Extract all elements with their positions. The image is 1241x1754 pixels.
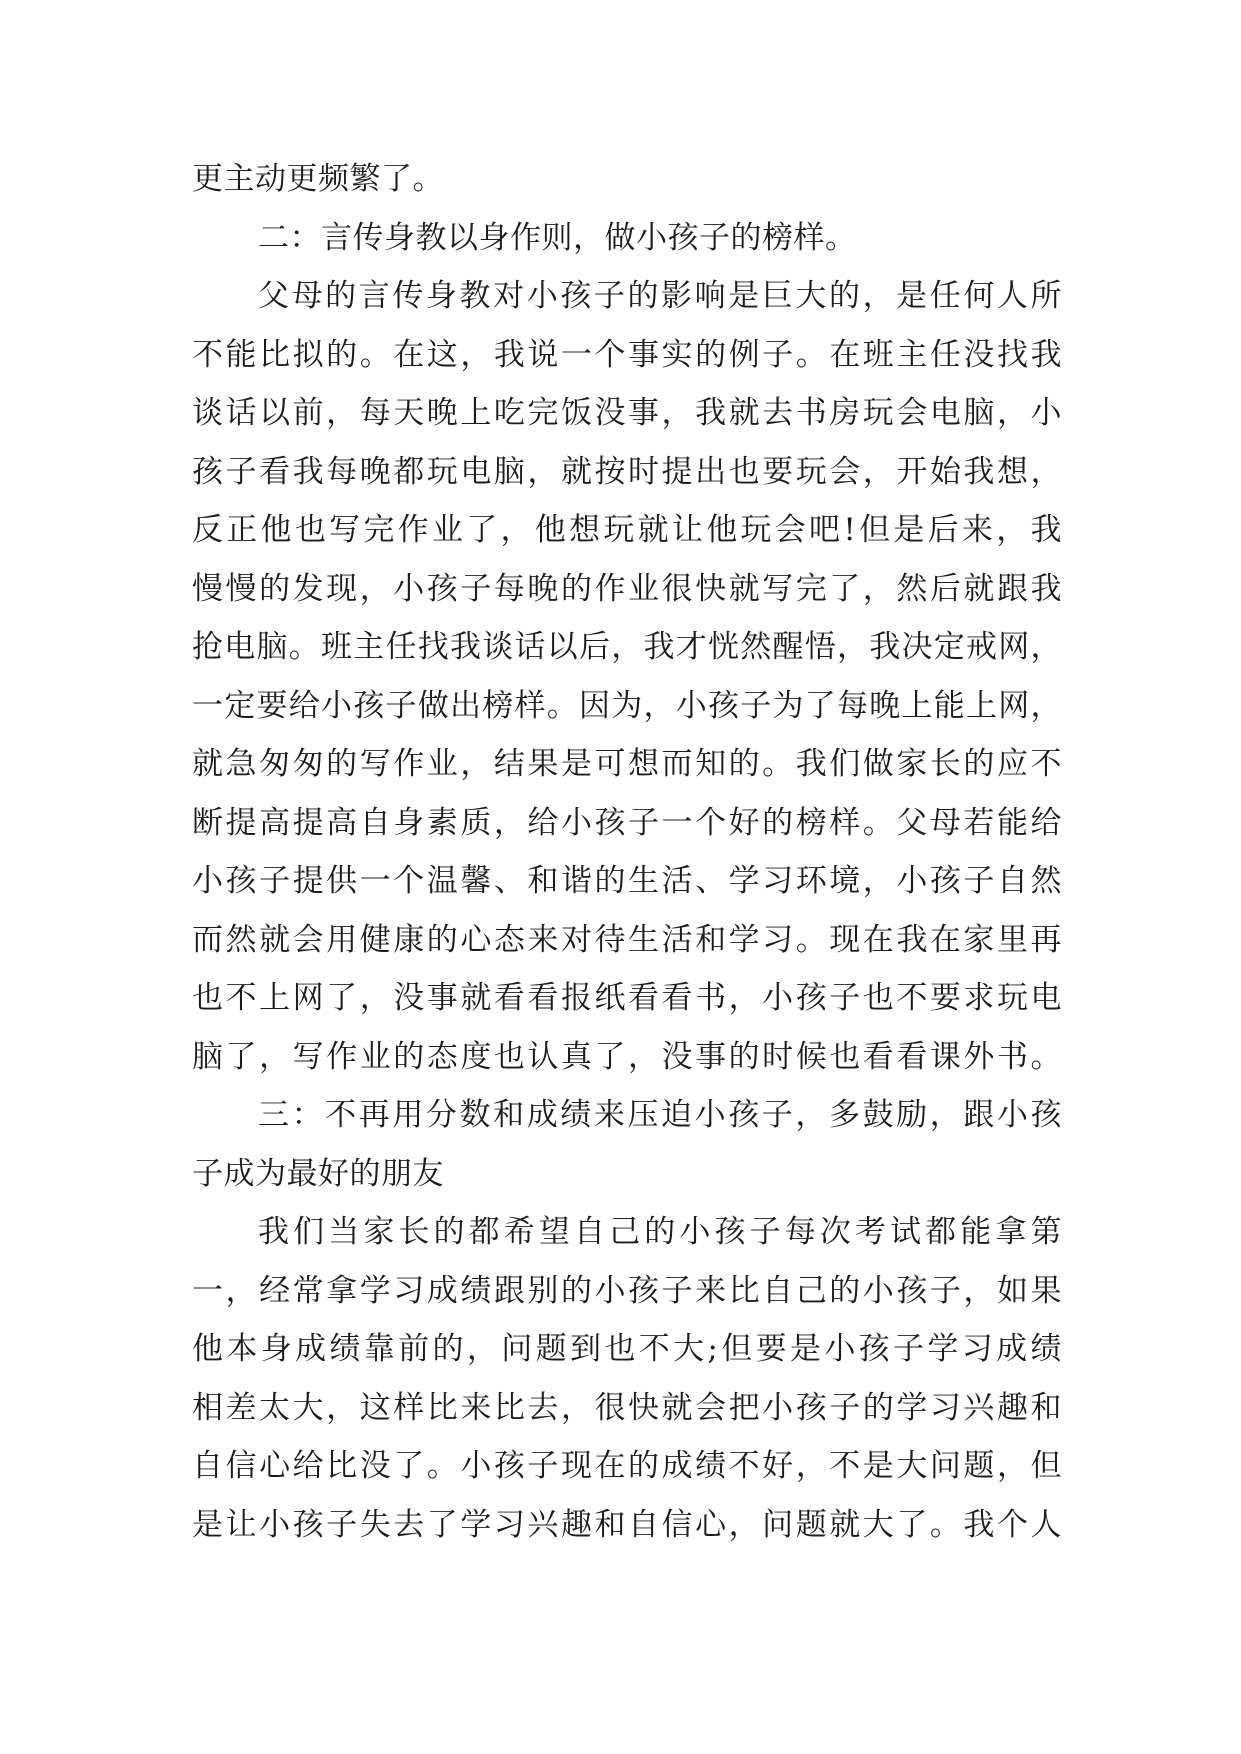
text-line: 谈话以前，每天晚上吃完饭没事，我就去书房玩会电脑，小 [192,395,1062,431]
text-line: 一定要给小孩子做出榜样。因为，小孩子为了每晚上能上网， [192,687,1062,724]
text-line: 而然就会用健康的心态来对待生活和学习。现在我在家里再 [192,921,1062,958]
text-line: 不能比拟的。在这，我说一个事实的例子。在班主任没找我 [192,336,1062,373]
text-line: 孩子看我每晚都玩电脑，就按时提出也要玩会，开始我想， [192,453,1062,490]
text-line: 断提高提高自身素质，给小孩子一个好的榜样。父母若能给 [192,804,1062,841]
section-heading-3: 三：不再用分数和成绩来压迫小孩子，多鼓励，跟小孩 [258,1097,1062,1133]
text-line: 一，经常拿学习成绩跟别的小孩子来比自己的小孩子，如果 [192,1272,1062,1309]
text-line: 相差太大，这样比来比去，很快就会把小孩子的学习兴趣和 [192,1389,1062,1426]
text-line: 父母的言传身教对小孩子的影响是巨大的，是任何人所 [258,278,1062,314]
text-line: 是让小孩子失去了学习兴趣和自信心，问题就大了。我个人 [192,1506,1062,1543]
section-heading-3-cont: 子成为最好的朋友 [192,1155,444,1192]
text-line: 我们当家长的都希望自己的小孩子每次考试都能拿第 [258,1214,1062,1250]
text-line: 也不上网了，没事就看看报纸看看书，小孩子也不要求玩电 [192,980,1062,1016]
text-line: 自信心给比没了。小孩子现在的成绩不好，不是大问题，但 [192,1448,1062,1484]
text-line: 他本身成绩靠前的，问题到也不大;但要是小孩子学习成绩 [192,1331,1062,1367]
text-line: 抢电脑。班主任找我谈话以后，我才恍然醒悟，我决定戒网， [192,629,1062,665]
section-heading-2: 二：言传身教以身作则，做小孩子的榜样。 [258,219,857,256]
text-line: 小孩子提供一个温馨、和谐的生活、学习环境，小孩子自然 [192,863,1062,899]
text-line: 更主动更频繁了。 [192,161,444,197]
text-line: 反正他也写完作业了，他想玩就让他玩会吧!但是后来，我 [192,512,1062,548]
text-line: 脑了，写作业的态度也认真了，没事的时候也看看课外书。 [192,1038,1062,1075]
text-line: 慢慢的发现，小孩子每晚的作业很快就写完了，然后就跟我 [192,570,1062,607]
text-line: 就急匆匆的写作业，结果是可想而知的。我们做家长的应不 [192,746,1062,782]
body-text [192,150,1062,1554]
